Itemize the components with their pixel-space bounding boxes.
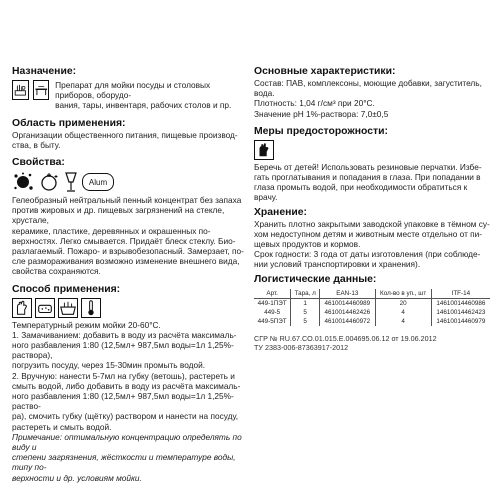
sposob-temp: Температурный режим мойки 20-60°С. — [12, 319, 161, 330]
section-title: Область применения: — [12, 117, 126, 129]
cell-tara: 5 — [291, 317, 320, 326]
section-svoistva — [12, 157, 244, 277]
table-icon — [33, 80, 50, 100]
naznachenie-text-2: вания, тары, инвентаря, рабочих столов и пр. — [55, 100, 232, 111]
sposob-line: ного разбавления 1:80 (12,5мл+ 987,5мл воды=1л 1,25%-раство- — [12, 391, 234, 412]
svoistva-line: керамике, пластике, деревянных и окрашенных по- — [12, 225, 211, 236]
glove-warning-icon — [254, 140, 274, 160]
section-sposob — [12, 284, 244, 483]
soak-dishes-icon — [58, 298, 78, 318]
svoistva-line: разлагаемый. Пожаро- и взрывобезопасный. Замерзает, по- — [12, 246, 244, 257]
section-title: Способ применения: — [12, 283, 121, 295]
cell-ean: 4610014460972 — [320, 317, 375, 326]
logistic-table — [254, 289, 490, 326]
cell-itf: 14610014462423 — [431, 308, 490, 317]
oblast-text-1: Организации общественного питания, пищевые производ- — [12, 129, 238, 140]
header-kolvo: Кол-во в уп., шт — [375, 289, 431, 299]
section-naznachenie — [12, 66, 244, 111]
section-osnovnye — [254, 66, 490, 119]
table-row — [254, 298, 490, 308]
cell-kolvo: 20 — [375, 298, 431, 308]
section-title: Свойства: — [12, 157, 65, 169]
tu-line: ТУ 2383-006-87363917-2012 — [254, 342, 349, 352]
header-tara: Тара, л — [291, 289, 320, 299]
section-mery — [254, 126, 490, 203]
cell-tara: 1 — [291, 298, 320, 308]
header-itf: ITF-14 — [431, 289, 490, 299]
section-hranenie — [254, 207, 490, 270]
osnovnye-sostav-2: вода. — [254, 88, 275, 99]
alum-badge-icon — [82, 173, 114, 191]
sposob-line: ного разбавления 1:80 (12,5мл+ 987,5мл воды=1л 1,25%-раствора), — [12, 340, 234, 361]
cell-art: 449-5 — [264, 308, 281, 316]
certificate-line: СГР № RU.67.CO.01.015.E.004695.06.12 от 19.06.2012 — [254, 333, 437, 343]
section-title: Логистические данные: — [254, 273, 377, 285]
left-column — [12, 66, 244, 483]
hranenie-line: нии условий транспортировки и хранения). — [254, 259, 421, 270]
stain-icon — [12, 171, 34, 193]
cell-art: 449-1ПЭТ — [257, 299, 287, 307]
logistic-header-row — [254, 289, 490, 299]
right-column — [254, 66, 490, 352]
dishes-icon — [12, 80, 29, 100]
svoistva-line: Гелеобразный нейтральный пенный концентрат без запаха — [12, 195, 242, 206]
mery-line: глаза промыть водой, при необходимости обратиться к — [254, 182, 468, 193]
hranenie-line: Хранить плотно закрытыми заводской упаковке в тёмном су- — [254, 218, 490, 229]
cell-itf: 14610014460986 — [431, 298, 490, 308]
sponge-icon — [35, 298, 55, 318]
mery-line: врачу. — [254, 192, 278, 203]
hranenie-line: хом недоступном детям и животным месте отдельно от пи- — [254, 228, 483, 239]
sposob-line: 1. Замачиванием: добавить в воду из расчёта максималь- — [12, 329, 237, 340]
alum-label: Alum — [88, 177, 108, 187]
svoistva-line: свойства сохраняются. — [12, 266, 101, 277]
temperature-icon — [81, 298, 101, 318]
sposob-note: Примечание: оптимальную концентрацию определять по виду и — [12, 431, 242, 453]
osnovnye-plotnost: Плотность: 1,04 г/см³ при 20°С. — [254, 98, 375, 109]
sparkle-plate-icon — [38, 171, 60, 193]
table-row — [254, 317, 490, 326]
svoistva-line: сле размораживания возможно изменение внешнего вида, — [12, 256, 240, 267]
header-ean: EAN-13 — [320, 289, 375, 299]
cell-kolvo: 4 — [375, 317, 431, 326]
sposob-line: ра), смочить губку (щётку) раствором и нанести на посуду, — [12, 411, 239, 422]
glass-icon — [64, 171, 78, 193]
osnovnye-ph: Значение рН 1%-раствора: 7,0±0,5 — [254, 108, 389, 119]
sposob-line: смыть водой, либо добавить в воду из расчёта максималь- — [12, 380, 241, 391]
sposob-line: 2. Вручную: нанести 5-7мл на губку (ветошь), растереть и — [12, 370, 235, 381]
cell-ean: 4610014460989 — [320, 298, 375, 308]
mery-line: Беречь от детей! Использовать резиновые перчатки. Избе- — [254, 161, 482, 172]
cell-kolvo: 4 — [375, 308, 431, 317]
sposob-note: верхности и др. условиям мойки. — [12, 472, 142, 483]
gloves-icon — [12, 298, 32, 318]
osnovnye-sostav-1: Состав: ПАВ, комплексоны, моющие добавки, загуститель, — [254, 78, 482, 88]
svoistva-line: верхностях. Легко смывается. Придаёт блеск стеклу. Био- — [12, 235, 236, 246]
section-logistic — [254, 274, 490, 326]
section-oblast — [12, 118, 244, 150]
hranenie-line: щевых продуктов и кормов. — [254, 239, 361, 250]
naznachenie-text-1: Препарат для мойки посуды и столовых приборов, оборудо- — [55, 80, 211, 101]
mery-line: гать проглатывания и попадания в глаза. При попадании в — [254, 172, 481, 183]
cell-itf: 14610014460979 — [431, 317, 490, 326]
section-title: Основные характеристики: — [254, 66, 396, 77]
table-row — [254, 308, 490, 317]
section-title: Назначение: — [12, 66, 77, 77]
section-title: Хранение: — [254, 206, 308, 218]
header-art: Арт. — [254, 289, 291, 299]
section-title: Меры предосторожности: — [254, 125, 388, 137]
sposob-line: растереть и смыть водой. — [12, 421, 112, 432]
sposob-line: погрузить посуду, через 15-30мин промыть водой. — [12, 360, 206, 371]
cell-ean: 4610014462426 — [320, 308, 375, 317]
hranenie-line: Срок годности: 3 года от даты изготовления (при соблюде- — [254, 249, 481, 260]
svoistva-line: против жировых и др. пищевых загрязнений на стекле, хрусталe, — [12, 205, 225, 226]
cell-art: 449-5ПЭТ — [257, 317, 287, 325]
cell-tara: 5 — [291, 308, 320, 317]
sposob-note: степени загрязнения, жёсткости и температуре воды, типу по- — [12, 452, 236, 473]
oblast-text-2: ства, в быту. — [12, 139, 61, 150]
